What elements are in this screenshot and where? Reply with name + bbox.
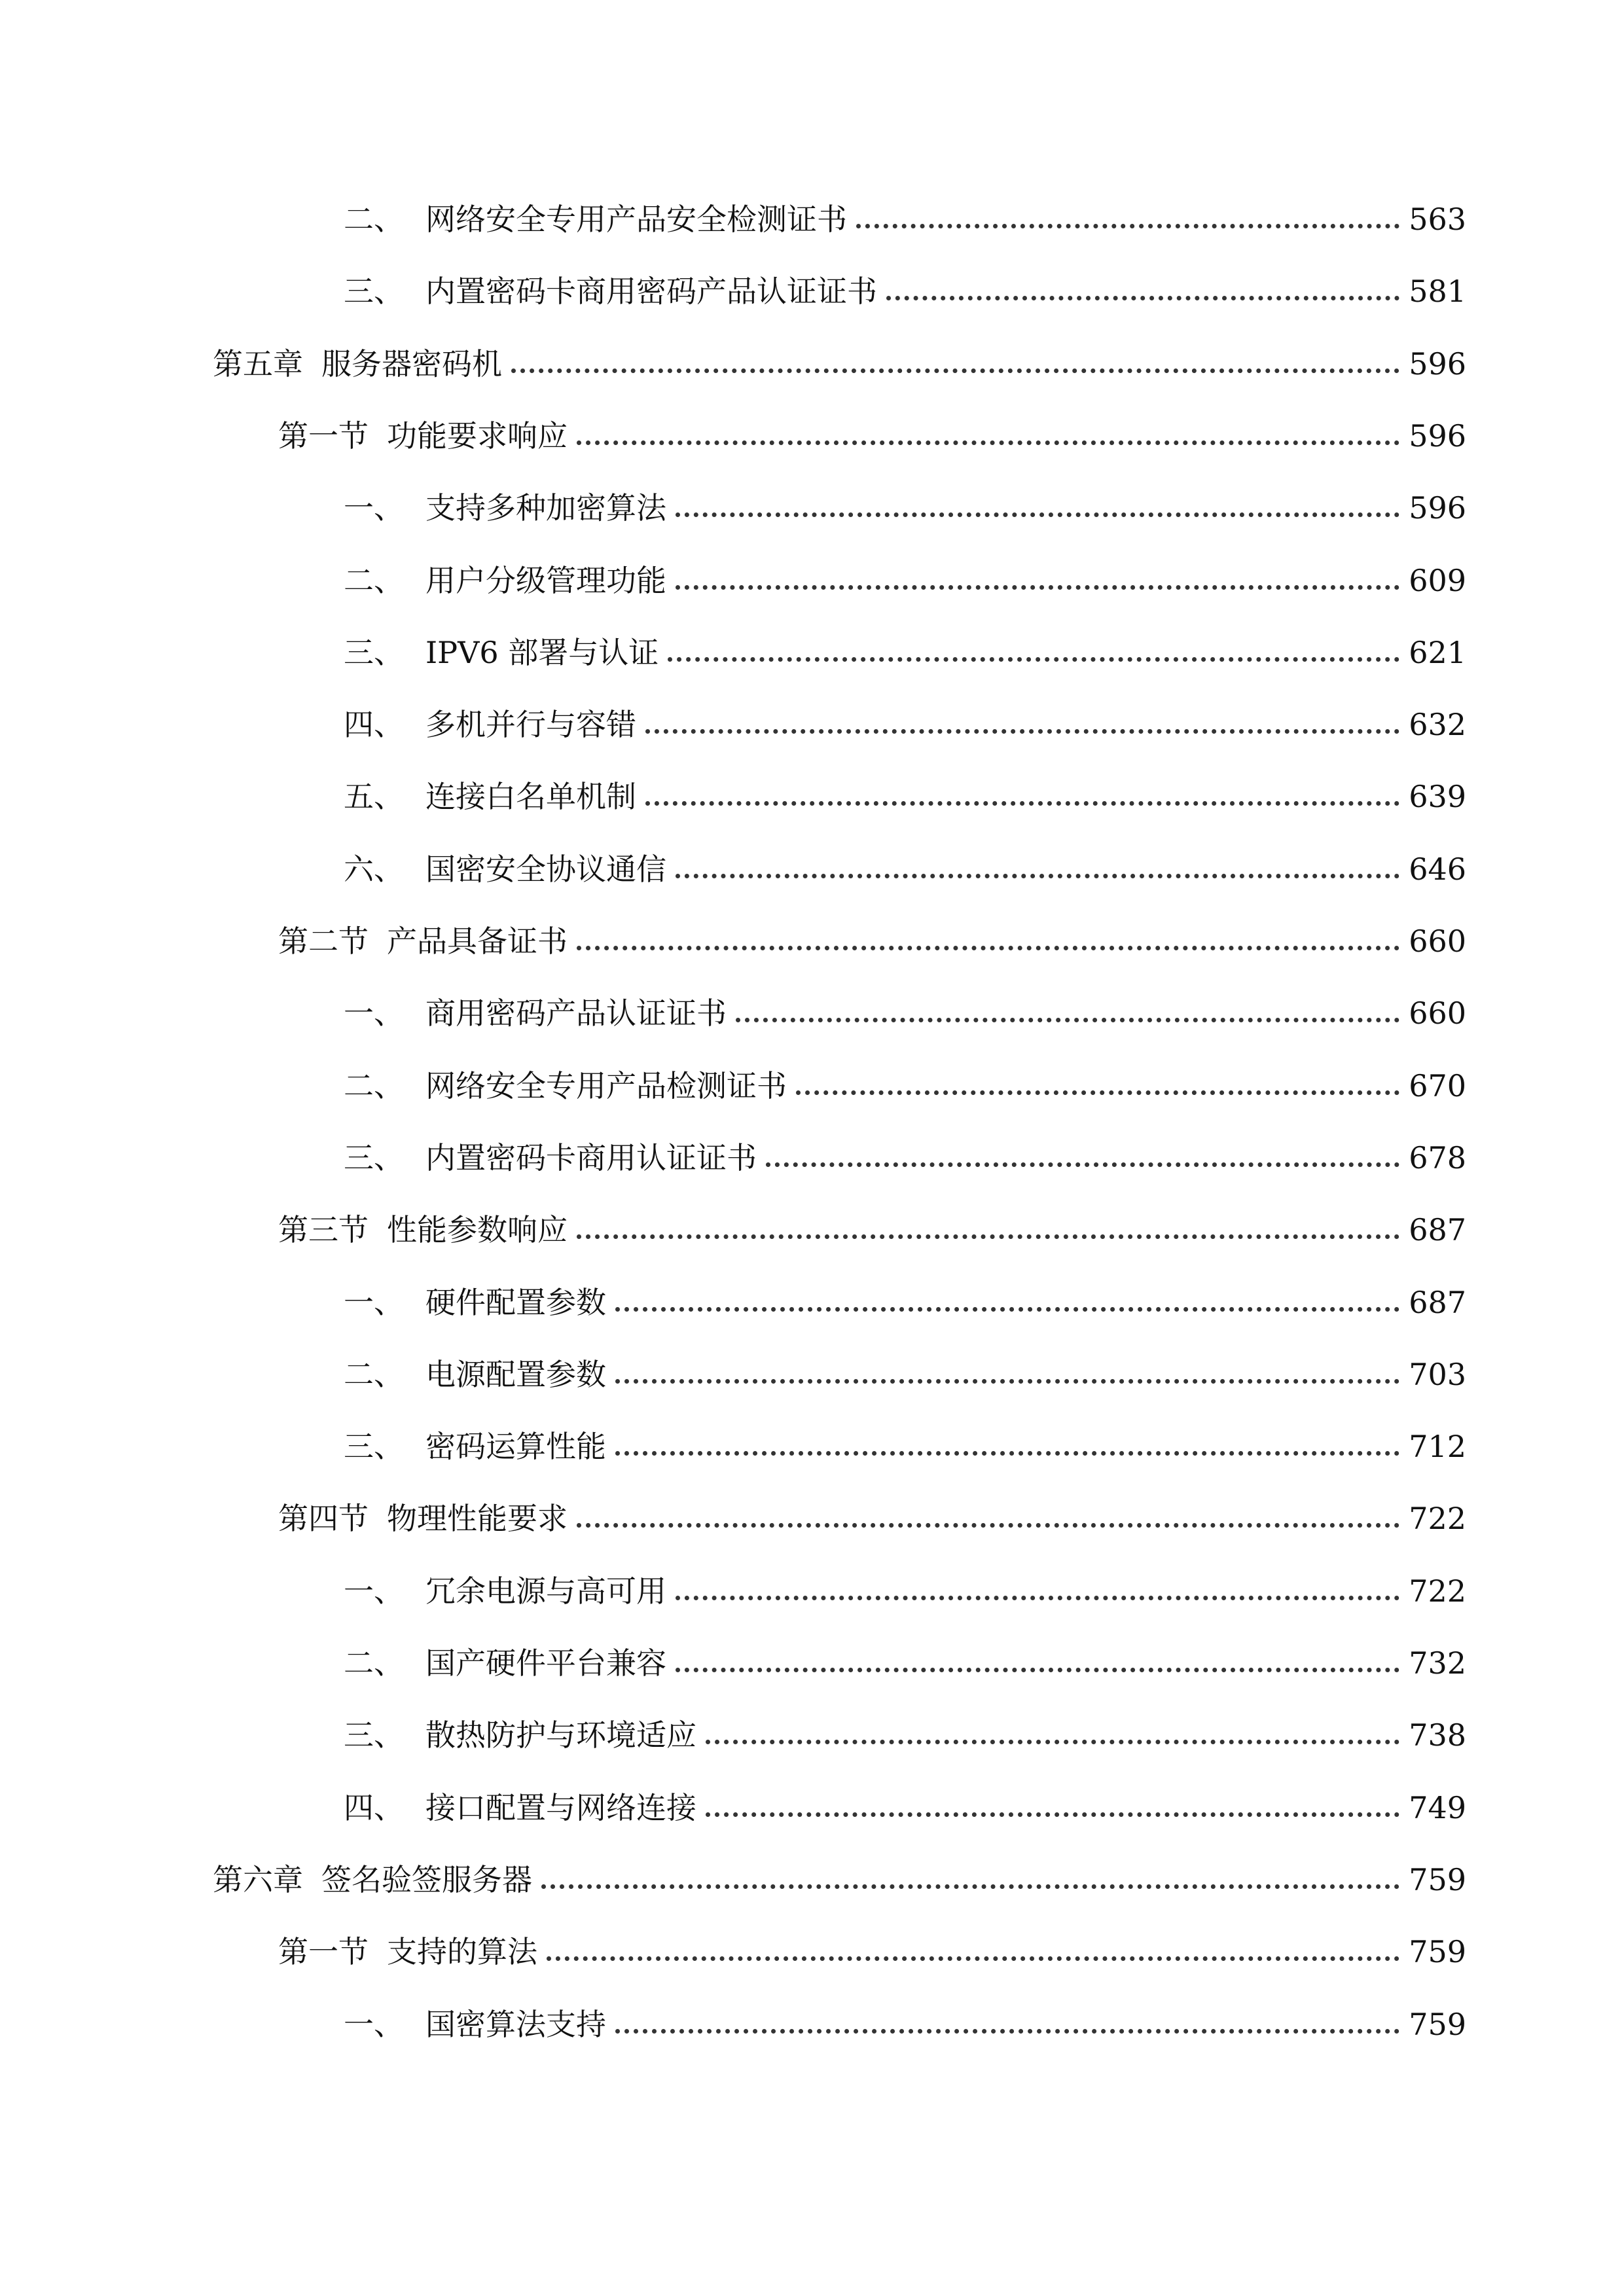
- toc-entry-title: IPV6 部署与认证: [425, 635, 659, 670]
- toc-entry[interactable]: [213, 1854, 1466, 1906]
- dot-leader: [796, 1090, 1399, 1095]
- dot-leader: [615, 1451, 1399, 1456]
- toc-entry-title: 支持的算法: [387, 1934, 537, 1969]
- toc-entry-marker: 四、: [344, 707, 404, 742]
- dot-leader: [541, 1884, 1399, 1889]
- dot-leader: [615, 2029, 1399, 2034]
- toc-entry-marker: 四、: [344, 1790, 404, 1825]
- toc-entry-title: 用户分级管理功能: [425, 563, 666, 598]
- toc-entry-page-number: 596: [1409, 346, 1466, 382]
- toc-entry-page-number: 738: [1409, 1717, 1466, 1753]
- toc-entry-marker: 二、: [344, 563, 404, 598]
- toc-entry-title: 功能要求响应: [387, 418, 568, 454]
- toc-entry-page-number: 596: [1409, 418, 1466, 454]
- dot-leader: [766, 1162, 1399, 1167]
- toc-entry-page-number: 678: [1409, 1140, 1466, 1175]
- toc-entry-marker: 一、: [344, 490, 404, 526]
- toc-entry-title: 电源配置参数: [425, 1357, 606, 1392]
- toc-entry-page-number: 646: [1409, 852, 1466, 887]
- toc-entry-marker: 六、: [344, 852, 404, 887]
- toc-entry[interactable]: [344, 1998, 1466, 2051]
- toc-entry[interactable]: [344, 698, 1466, 751]
- toc-entry-marker: 第四节: [278, 1501, 369, 1536]
- toc-entry-page-number: 749: [1409, 1790, 1466, 1825]
- toc-entry[interactable]: [344, 1060, 1466, 1112]
- toc-entry-title: 性能参数响应: [387, 1212, 568, 1247]
- dot-leader: [511, 368, 1399, 373]
- toc-entry-page-number: 722: [1409, 1573, 1466, 1609]
- toc-entry-title: 内置密码卡商用认证证书: [425, 1140, 757, 1175]
- toc-entry[interactable]: [344, 554, 1466, 607]
- toc-entry[interactable]: [344, 987, 1466, 1039]
- dot-leader: [856, 224, 1399, 228]
- toc-entry[interactable]: [344, 482, 1466, 534]
- toc-entry[interactable]: [344, 1709, 1466, 1761]
- dot-leader: [577, 1523, 1399, 1528]
- toc-entry-title: 签名验签服务器: [321, 1862, 532, 1897]
- toc-entry-title: 多机并行与容错: [425, 707, 636, 742]
- toc-entry-marker: 三、: [344, 1429, 404, 1464]
- toc-entry-page-number: 687: [1409, 1212, 1466, 1247]
- toc-entry-marker: 三、: [344, 274, 404, 309]
- dot-leader: [676, 1668, 1399, 1672]
- toc-entry-title: 国密算法支持: [425, 2007, 606, 2042]
- dot-leader: [615, 1379, 1399, 1384]
- dot-leader: [645, 729, 1399, 734]
- toc-entry-title: 物理性能要求: [387, 1501, 568, 1536]
- toc-entry-marker: 三、: [344, 1140, 404, 1175]
- dot-leader: [668, 657, 1399, 662]
- toc-entry-title: 连接白名单机制: [425, 779, 636, 814]
- toc-entry-page-number: 670: [1409, 1068, 1466, 1103]
- toc-entry[interactable]: [344, 1565, 1466, 1617]
- dot-leader: [676, 874, 1399, 878]
- toc-entry-marker: 三、: [344, 635, 404, 670]
- toc-entry[interactable]: [344, 770, 1466, 823]
- dot-leader: [577, 440, 1399, 445]
- toc-entry-title: 网络安全专用产品安全检测证书: [425, 202, 847, 237]
- toc-entry[interactable]: [344, 1348, 1466, 1401]
- toc-entry[interactable]: [344, 1132, 1466, 1184]
- toc-entry-title: 冗余电源与高可用: [425, 1573, 666, 1609]
- toc-entry-title: 网络安全专用产品检测证书: [425, 1068, 787, 1103]
- toc-entry-page-number: 759: [1409, 1862, 1466, 1897]
- toc-entry-title: 硬件配置参数: [425, 1285, 606, 1320]
- toc-entry-page-number: 563: [1409, 202, 1466, 237]
- toc-entry-page-number: 621: [1409, 635, 1466, 670]
- toc-entry-marker: 二、: [344, 1357, 404, 1392]
- toc-entry-title: 散热防护与环境适应: [425, 1717, 696, 1753]
- toc-entry-page-number: 722: [1409, 1501, 1466, 1536]
- toc-entry-marker: 三、: [344, 1717, 404, 1753]
- toc-entry[interactable]: [278, 410, 1466, 462]
- toc-entry-marker: 一、: [344, 2007, 404, 2042]
- toc-entry-page-number: 759: [1409, 2007, 1466, 2042]
- toc-entry-title: 服务器密码机: [321, 346, 502, 382]
- toc-entry-marker: 一、: [344, 1573, 404, 1609]
- toc-entry-marker: 一、: [344, 1285, 404, 1320]
- toc-entry[interactable]: [344, 1782, 1466, 1834]
- dot-leader: [706, 1812, 1399, 1817]
- dot-leader: [676, 1596, 1399, 1600]
- toc-entry-marker: 二、: [344, 1068, 404, 1103]
- toc-entry-title: 密码运算性能: [425, 1429, 606, 1464]
- toc-entry-page-number: 703: [1409, 1357, 1466, 1392]
- toc-entry-page-number: 660: [1409, 924, 1466, 959]
- toc-entry-marker: 二、: [344, 202, 404, 237]
- toc-entry-title: 接口配置与网络连接: [425, 1790, 696, 1825]
- toc-entry[interactable]: [278, 915, 1466, 967]
- toc-entry-page-number: 639: [1409, 779, 1466, 814]
- toc-entry-title: 产品具备证书: [387, 924, 568, 959]
- toc-entry-marker: 五、: [344, 779, 404, 814]
- toc-entry-page-number: 687: [1409, 1285, 1466, 1320]
- toc-entry[interactable]: [213, 338, 1466, 390]
- toc-entry[interactable]: [278, 1204, 1466, 1256]
- toc-entry-marker: 第五章: [213, 346, 303, 382]
- toc-entry-marker: 第一节: [278, 1934, 369, 1969]
- toc-entry-page-number: 581: [1409, 274, 1466, 309]
- dot-leader: [577, 1234, 1399, 1239]
- toc-entry[interactable]: [344, 626, 1466, 679]
- toc-entry-page-number: 732: [1409, 1645, 1466, 1681]
- toc-entry[interactable]: [344, 1420, 1466, 1473]
- dot-leader: [615, 1307, 1399, 1312]
- toc-entry[interactable]: [344, 1276, 1466, 1329]
- dot-leader: [577, 946, 1399, 950]
- dot-leader: [676, 512, 1399, 517]
- toc-entry-marker: 第二节: [278, 924, 369, 959]
- toc-entry-page-number: 609: [1409, 563, 1466, 598]
- toc-entry-title: 内置密码卡商用密码产品认证证书: [425, 274, 877, 309]
- toc-entry-marker: 一、: [344, 996, 404, 1031]
- toc-entry-marker: 第六章: [213, 1862, 303, 1897]
- toc-entry-title: 国密安全协议通信: [425, 852, 666, 887]
- dot-leader: [547, 1956, 1399, 1961]
- toc-entry[interactable]: [344, 193, 1466, 245]
- dot-leader: [736, 1018, 1399, 1022]
- toc-entry-page-number: 712: [1409, 1429, 1466, 1464]
- toc-entry[interactable]: [344, 843, 1466, 895]
- toc-entry-marker: 第一节: [278, 418, 369, 454]
- toc-entry-page-number: 596: [1409, 490, 1466, 526]
- toc-entry-title: 支持多种加密算法: [425, 490, 666, 526]
- toc-entry-page-number: 632: [1409, 707, 1466, 742]
- toc-entry-page-number: 759: [1409, 1934, 1466, 1969]
- dot-leader: [886, 296, 1399, 300]
- toc-entry-marker: 二、: [344, 1645, 404, 1681]
- toc-entry[interactable]: [278, 1926, 1466, 1978]
- toc-entry-title: 国产硬件平台兼容: [425, 1645, 666, 1681]
- toc-entry[interactable]: [344, 265, 1466, 317]
- dot-leader: [676, 585, 1399, 590]
- dot-leader: [706, 1740, 1399, 1744]
- dot-leader: [645, 801, 1399, 806]
- toc-entry-page-number: 660: [1409, 996, 1466, 1031]
- toc-entry-marker: 第三节: [278, 1212, 369, 1247]
- toc-entry[interactable]: [344, 1637, 1466, 1689]
- toc-entry-title: 商用密码产品认证证书: [425, 996, 727, 1031]
- toc-entry[interactable]: [278, 1492, 1466, 1545]
